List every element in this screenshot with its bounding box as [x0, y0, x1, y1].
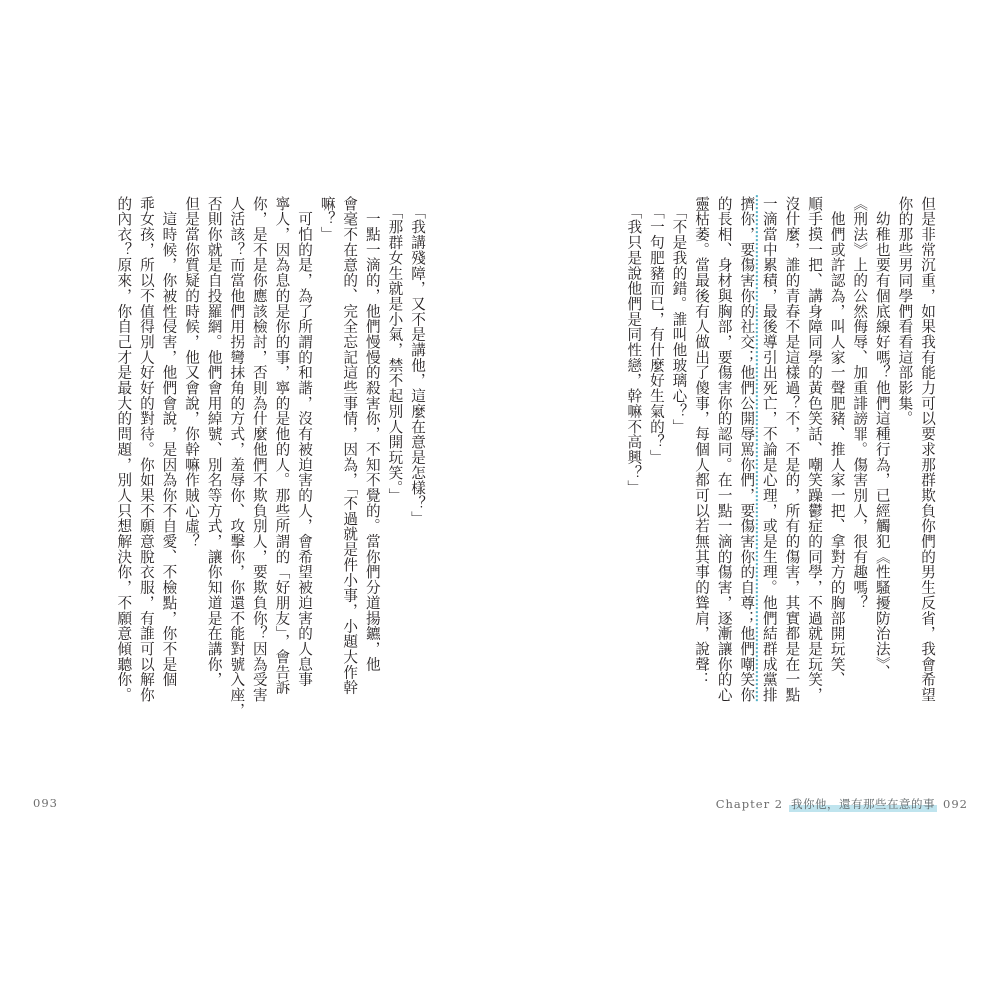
text-line: 你的那些男同學們看看這部影集。: [896, 196, 914, 427]
text-line: 乖女孩，所以不值得別人好好的對待。你如果不願意脫衣服，有誰可以解你: [137, 196, 155, 703]
text-line: 順手摸一把、講身障同學的黃色笑話、嘲笑躁鬱症的同學，不過就是玩笑，: [806, 196, 824, 703]
text-line: 這時候，你被性侵害，他們會說，是因為你不自愛、不檢點，你不是個: [160, 196, 178, 688]
text-line: 否則你就是自投羅網。他們會用綽號、別名等方式，讓你知道是在講你，: [205, 196, 223, 688]
chapter-label: Chapter 2: [715, 797, 784, 811]
text-line: 人活該？而當他們用拐彎抹角的方式，羞辱你、攻擊你，你還不能對號入座，: [228, 196, 246, 718]
text-line: 可怕的是，為了所謂的和諧，沒有被迫害的人，會希望被迫害的人息事: [296, 196, 314, 688]
text-line: 嘛？」: [318, 196, 336, 243]
left-page-body-text: [72, 196, 428, 718]
text-line: 但是當你質疑的時候，他又會說，你幹嘛作賊心虛？: [183, 196, 201, 550]
text-line: 「那群女生就是小氣，禁不起別人開玩笑。」: [386, 196, 404, 504]
text-line: 幼稚也要有個底線好嗎？他們這種行為，已經觸犯《性騷擾防治法》、: [873, 196, 891, 680]
right-page-number: 092: [943, 797, 968, 811]
text-line: 一滴當中累積，最後導引出死亡，不論是心理，或是生理。他們結群成黨排: [760, 196, 778, 703]
text-line: 的長相、身材與胸部，要傷害你的認同。在一點一滴的傷害，逐漸讓你的心: [715, 196, 733, 703]
text-line: 他們或許認為，叫人家一聲肥豬、推人家一把、拿對方的胸部開玩笑、: [828, 196, 846, 688]
right-page-footer: [716, 796, 968, 812]
text-line: 一點一滴的，他們慢慢的殺害你，不知不覺的。當你們分道揚鑣，他: [363, 196, 381, 672]
text-line: 會毫不在意的、完全忘記這些事情，因為，「不過就是件小事，小題大作幹: [341, 196, 359, 696]
text-line: 擠你，要傷害你的社交；他們公開辱罵你們，要傷害你的自尊；他們嘲笑你: [738, 196, 756, 703]
text-line: 「一句肥豬而已，有什麼好生氣的？」: [647, 196, 665, 465]
text-line: 《刑法》上的公然侮辱、加重誹謗罪。傷害別人，很有趣嗎？: [851, 196, 869, 611]
text-line: 但是非常沉重，如果我有能力可以要求那群欺負你們的男生反省，我會希望: [919, 196, 936, 703]
right-page-body-text: [586, 196, 938, 703]
text-line: 的內衣？原來，你自己才是最大的問題，別人只想解決你，不願意傾聽你。: [115, 196, 133, 703]
right-page: [500, 0, 1000, 1000]
text-line: 靈枯萎。當最後有人做出了傻事，每個人都可以若無其事的聳肩，說聲：: [693, 196, 711, 688]
text-line: 你，是不是你應該檢討，否則為什麼他們不欺負別人，要欺負你？因為受害: [250, 196, 268, 703]
text-line: 「我只是說他們是同性戀，幹嘛不高興？」: [625, 196, 643, 496]
text-line: 「我講殘障，又不是講他，這麼在意是怎樣？」: [409, 196, 426, 527]
text-line: 「不是我的錯。誰叫他玻璃心？」: [670, 196, 688, 435]
chapter-title: 我你他，還有那些在意的事: [791, 797, 936, 811]
text-line: 寧人，因為息的是你的事，寧的是他的人。那些所謂的「好朋友」，會告訴: [273, 196, 291, 696]
text-line: 沒什麼，誰的青春不是這樣過？不，不是的，所有的傷害，其實都是在一點: [783, 196, 801, 703]
left-page-number: 093: [33, 796, 58, 810]
